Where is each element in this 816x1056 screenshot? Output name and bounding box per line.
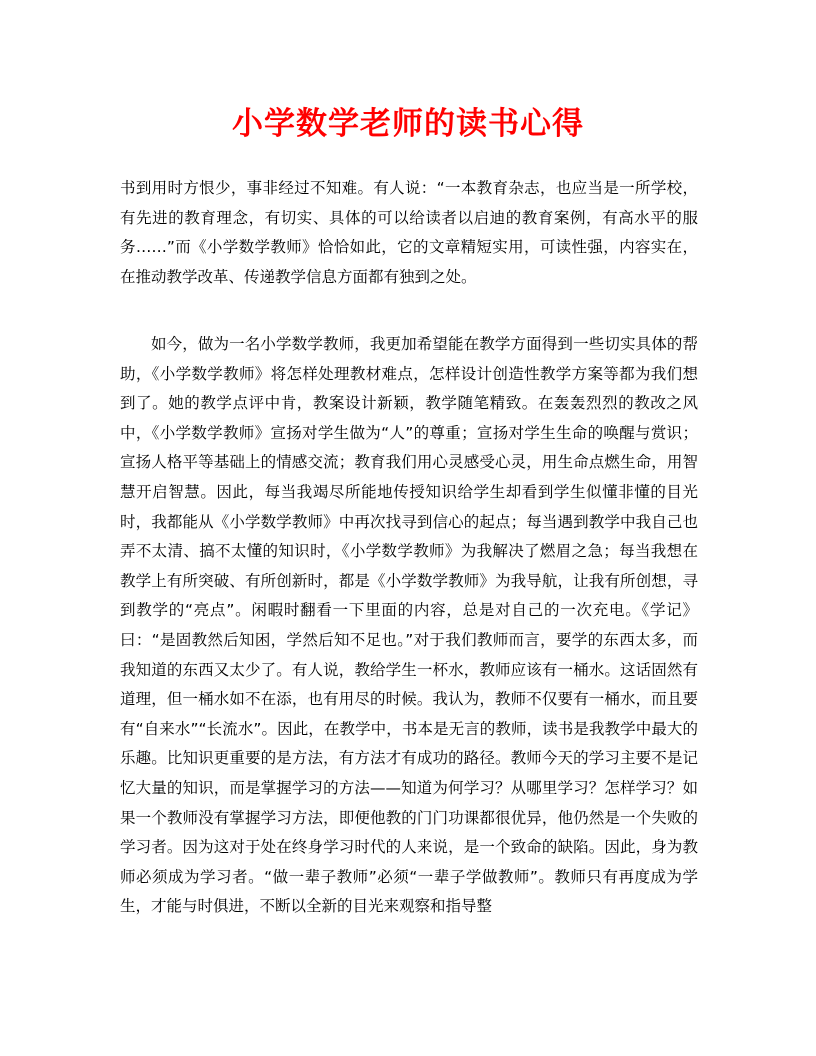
paragraph-2: 如今，做为一名小学数学教师，我更加希望能在教学方面得到一些切实具体的帮助，《小学数学教师》将怎样处理教材难点，怎样设计创造性教学方案等都为我们想到了。她的教学点评中肯，教案设计新颖，教学随笔精致。在轰轰烈烈的教改之风中，《小学数学教师》宣扬对学生做为“人”的尊重；宣扬对学生生命的唤醒与赏识；宣扬人格平等基础上的情感交流；教育我们用心灵感受心灵，用生命点燃生命，用智慧开启智慧。因此，每当我竭尽所能地传授知识给学生却看到学生似懂非懂的目光时，我都能从《小学数学教师》中再次找寻到信心的起点；每当遇到教学中我自己也弄不太清、搞不太懂的知识时，《小学数学教师》为我解决了燃眉之急；每当我想在教学上有所突破、有所创新时，都是《小学数学教师》为我导航，让我有所创想，寻到教学的“亮点”。闲暇时翻看一下里面的内容，总是对自己的一次充电。《学记》曰：“是固教然后知困，学然后知不足也。”对于我们教师而言，要学的东西太多，而我知道的东西又太少了。有人说，教给学生一杯水，教师应该有一桶水。这话固然有道理，但一桶水如不在添，也有用尽的时候。我认为，教师不仅要有一桶水，而且要有“自来水”“长流水”。因此，在教学中，书本是无言的教师，读书是我教学中最大的乐趣。比知识更重要的是方法，有方法才有成功的路径。教师今天的学习主要不是记忆大量的知识，而是掌握学习的方法——知道为何学习？从哪里学习？怎样学习？如果一个教师没有掌握学习方法，即便他教的门门功课都很优异，他仍然是一个失败的学习者。因为这对于处在终身学习时代的人来说，是一个致命的缺陷。因此，身为教师必须成为学习者。“做一辈子教师”必须“一辈子学做教师”。教师只有再度成为学生，才能与时俱进，不断以全新的目光来观察和指导整 xyxy=(120,335,698,916)
paragraph-1: 书到用时方恨少，事非经过不知难。有人说：“一本教育杂志，也应当是一所学校，有先进的教育理念，有切实、具体的可以给读者以启迪的教育案例，有高水平的服务……”而《小学数学教师》恰恰如此，它的文章精短实用，可读性强，内容实在，在推动教学改革、传递教学信息方面都有独到之处。 xyxy=(120,179,698,286)
page-title: 小学数学老师的读书心得 xyxy=(232,106,584,142)
